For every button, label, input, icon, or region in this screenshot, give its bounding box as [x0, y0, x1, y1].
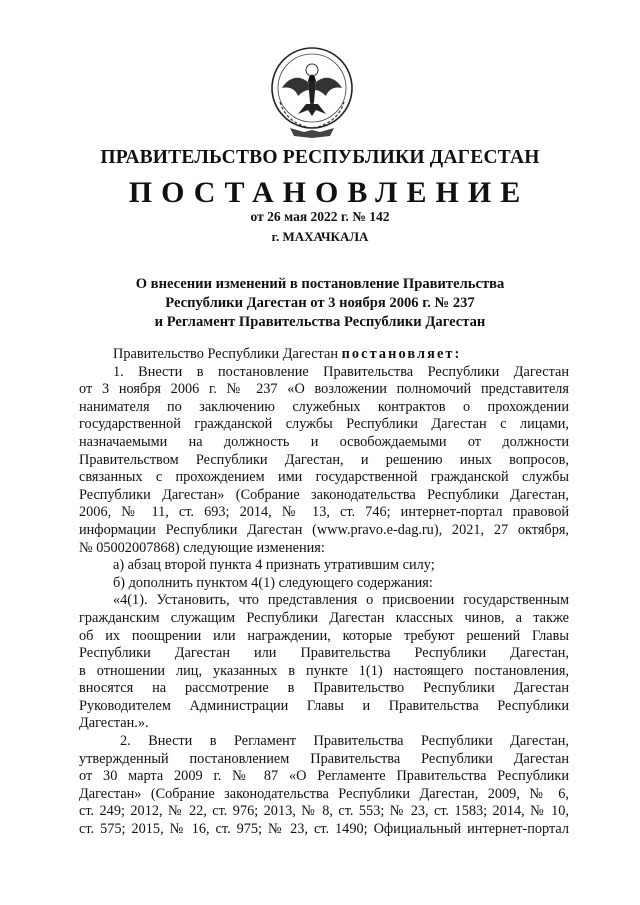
- paragraph-line: от 3 ноября 2006 г. № 237 «О возложении полномочий представителя: [79, 381, 569, 398]
- document-type: ПОСТАНОВЛЕНИЕ: [128, 176, 530, 209]
- item-a: а) абзац второй пункта 4 признать утратившим силу;: [113, 557, 435, 574]
- paragraph-line: связанных с прохождением ими государственной гражданской службы: [79, 469, 569, 486]
- paragraph-line: от 30 марта 2009 г. № 87 «О Регламенте Правительства Республики: [79, 768, 569, 785]
- quote-line: «4(1). Установить, что представления о присвоении государственным: [113, 592, 569, 609]
- paragraph-line: 2006, № 11, ст. 693; 2014, № 13, ст. 746; интернет-портал правовой: [79, 504, 569, 521]
- paragraph-line: Республики Дагестан» (Собрание законодательства Республики Дагестан,: [79, 486, 569, 503]
- paragraph-line: назначаемыми на должность и освобождаемыми от должности: [79, 433, 569, 450]
- paragraph-line: информации Республики Дагестан (www.pravo.e-dag.ru), 2021, 27 октября,: [79, 521, 569, 538]
- document-subject: [60, 275, 580, 332]
- quote-line: вносятся на рассмотрение в Правительство Республики Дагестан: [79, 680, 569, 697]
- document-city: г. МАХАЧКАЛА: [271, 229, 369, 244]
- paragraph-line: ст. 575; 2015, № 16, ст. 975; № 23, ст. 1490; Официальный интернет-портал: [79, 821, 569, 838]
- coat-of-arms-icon: [268, 44, 356, 140]
- government-title: ПРАВИТЕЛЬСТВО РЕСПУБЛИКИ ДАГЕСТАН: [100, 147, 540, 168]
- preamble-verb: постановляет:: [341, 346, 462, 362]
- quote-line: об их поощрении или награждении, которые требуют решений Главы: [79, 627, 569, 644]
- paragraph-line: № 05002007868) следующие изменения:: [79, 539, 325, 556]
- paragraph-line: 2. Внести в Регламент Правительства Республики Дагестан,: [120, 733, 569, 750]
- paragraph-line: 1. Внести в постановление Правительства Республики Дагестан: [113, 363, 569, 380]
- subject-line: О внесении изменений в постановление Правительства: [135, 276, 505, 292]
- paragraph-line: ст. 249; 2012, № 22, ст. 976; 2013, № 8, ст. 553; № 23, ст. 1583; 2014, № 10,: [79, 803, 569, 820]
- paragraph-line: утвержденный постановлением Правительства Республики Дагестан: [79, 750, 569, 767]
- preamble-text: Правительство Республики Дагестан: [113, 346, 338, 362]
- quote-line: Руководителем Администрации Главы и Правительства Республики: [79, 697, 569, 714]
- preamble: [79, 346, 569, 364]
- paragraph-line: Правительством Республики Дагестан, и решению иных вопросов,: [79, 451, 569, 468]
- document-date-number: от 26 мая 2022 г. № 142: [250, 209, 390, 224]
- paragraph-line: Дагестан» (Собрание законодательства Республики Дагестан, 2009, № 6,: [79, 785, 569, 802]
- subject-line: и Регламент Правительства Республики Дагестан: [154, 314, 486, 330]
- document-body: [79, 346, 569, 839]
- quote-line: гражданским служащим Республики Дагестан классных чинов, а также: [79, 609, 569, 626]
- paragraph-line: государственной гражданской службы Республики Дагестан с лицами,: [79, 416, 569, 433]
- item-b: б) дополнить пунктом 4(1) следующего содержания:: [113, 574, 433, 591]
- quote-line: в отношении лиц, указанных в пункте 1(1) настоящего постановления,: [79, 662, 569, 679]
- quote-line: Республики Дагестан или Правительства Республики Дагестан,: [79, 645, 569, 662]
- quote-line: Дагестан.».: [79, 715, 149, 732]
- subject-line: Республики Дагестан от 3 ноября 2006 г. № 237: [165, 295, 475, 311]
- paragraph-line: нанимателя по заключению служебных контрактов о прохождении: [79, 398, 569, 415]
